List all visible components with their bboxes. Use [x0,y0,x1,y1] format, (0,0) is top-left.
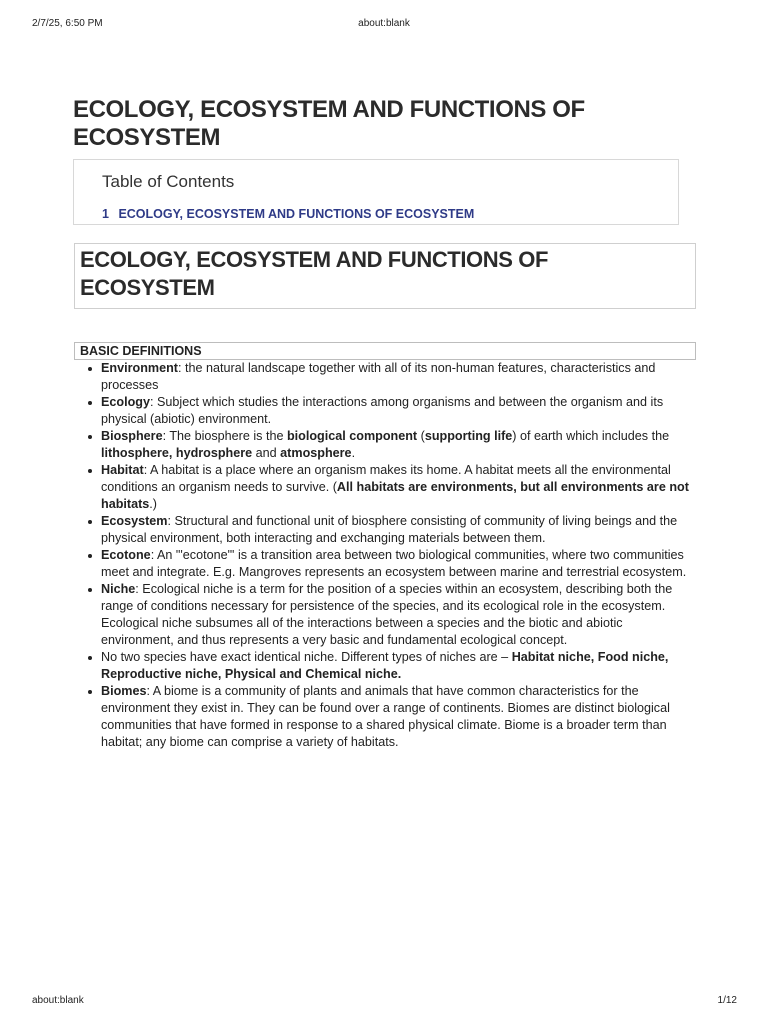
subsection-title: BASIC DEFINITIONS [80,344,202,358]
definition-item [83,683,698,751]
definition-text: : Subject which studies the interactions among organisms and between the organism and its physical (abiotic) environment. [101,395,664,426]
toc-item-number: 1 [102,207,109,221]
document-title: ECOLOGY, ECOSYSTEM AND FUNCTIONS OF ECOSYSTEM [73,96,585,151]
definition-bold-text: Ecology [101,395,150,409]
definition-text: : the natural landscape together with all of its non-human features, characteristics and processes [101,361,656,392]
definitions-list [83,360,698,751]
definition-text: .) [149,497,157,511]
toc-item-ecology[interactable] [102,207,474,221]
definition-item [83,360,698,394]
section-heading-box [74,243,696,309]
definition-bold-text: biological component [286,429,418,443]
definition-item [83,581,698,649]
definition-bold-text: lithosphere, hydrosphere [101,446,253,460]
section-title: ECOLOGY, ECOSYSTEM AND FUNCTIONS OF ECOSYSTEM [80,247,548,300]
definition-bold-text: Niche [101,582,136,596]
definition-bold-text: supporting life [424,429,513,443]
definition-bold-text: Habitat niche, Food niche, Reproductive niche, Physical and Chemical niche. [101,650,669,681]
definition-text: : The biosphere is the [162,429,287,443]
table-of-contents [73,159,679,225]
toc-heading: Table of Contents [102,172,235,191]
subsection-heading-box [74,342,696,360]
definition-text: : Ecological niche is a term for the position of a species within an ecosystem, describing both the range of conditions necessary for persistence of the species, and its ecological role in the ecosystem. Ecological niche subsumes all of the interactions between a species and the biotic and abiotic environment, and thus represents a very basic and fundamental ecological concept. [101,582,673,647]
definition-bold-text: Ecosystem [101,514,168,528]
definition-bold-text: Habitat [101,463,144,477]
definition-item [83,649,698,683]
print-header-datetime: 2/7/25, 6:50 PM [32,18,103,29]
definition-bold-text: Biosphere [101,429,163,443]
page-number: 1/12 [717,995,737,1006]
definition-bold-text: atmosphere [280,446,352,460]
definition-text: : A habitat is a place where an organism makes its home. A habitat meets all the environmental conditions an organism needs to survive. ( [101,463,671,494]
definition-text: : An "'ecotone"' is a transition area between two biological communities, where two communities meet and integrate. E.g. Mangroves represents an ecosystem between marine and terrestrial ecosystem. [101,548,687,579]
definition-text: and [252,446,281,460]
print-header-url: about:blank [358,18,410,29]
definition-item [83,513,698,547]
toc-item-label: ECOLOGY, ECOSYSTEM AND FUNCTIONS OF ECOSYSTEM [118,207,475,221]
definition-bold-text: Biomes [101,684,147,698]
definition-item [83,394,698,428]
definition-text: No two species have exact identical niche. Different types of niches are – [101,650,512,664]
definition-bold-text: Ecotone [101,548,151,562]
definition-text: : Structural and functional unit of biosphere consisting of community of living beings and the physical environment, both interacting and exchanging materials between them. [101,514,678,545]
definition-text: : A biome is a community of plants and animals that have common characteristics for the environment they exist in. They can be found over a range of continents. Biomes are distinct biological communities that have formed in response to a shared physical climate. Biome is a broader term than habitat; any biome can comprise a variety of habitats. [101,684,670,749]
definition-text: ) of earth which includes the [512,429,670,443]
definition-item [83,462,698,513]
definition-bold-text: All habitats are environments, but all environments are not habitats [101,480,689,511]
print-footer-url: about:blank [32,995,84,1006]
definition-item [83,428,698,462]
definition-text: ( [417,429,425,443]
definition-bold-text: Environment [101,361,178,375]
definition-item [83,547,698,581]
definition-text: . [351,446,356,460]
